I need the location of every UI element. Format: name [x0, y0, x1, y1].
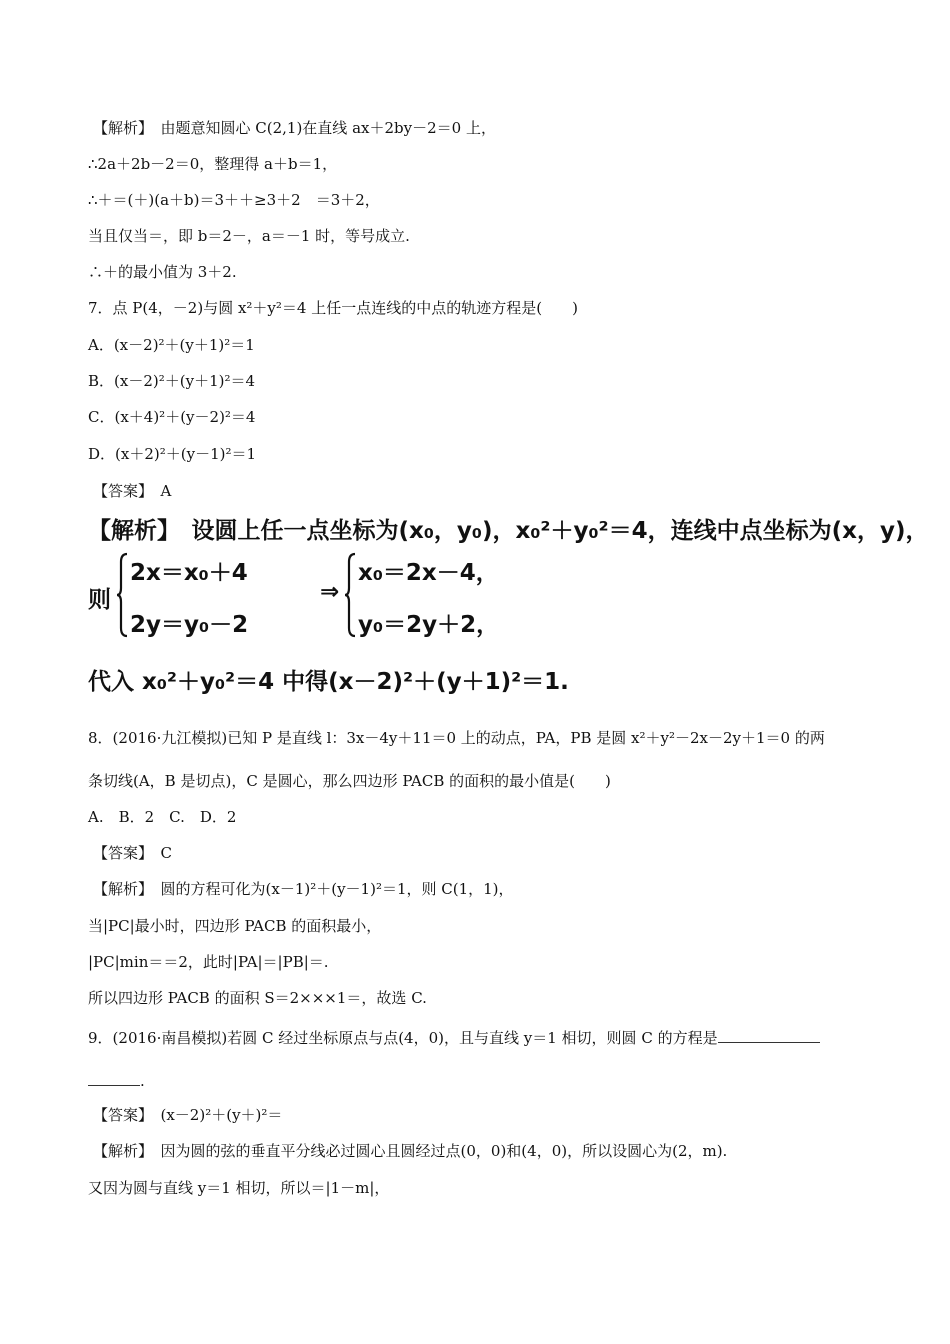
question-9-cont — [88, 1069, 145, 1091]
solution-8-line: 【解析】 圆的方程可化为(x－1)²＋(y－1)²＝1，则 C(1，1)， — [93, 880, 514, 898]
solution-8-line: 所以四边形 PACB 的面积 S＝2×××1＝，故选 C. — [88, 989, 427, 1007]
equation-2: 2y＝y₀－2 — [130, 612, 249, 638]
equation-system — [88, 548, 500, 644]
image-solution-line-1: 【解析】 设圆上任一点坐标为(x₀，y₀)，x₀²＋y₀²＝4，连线中点坐标为(x，y)， — [88, 518, 929, 544]
question-7: 7．点 P(4，－2)与圆 x²＋y²＝4 上任一点连线的中点的轨迹方程是( ) — [88, 299, 578, 317]
question-8: 8．(2016·九江模拟)已知 P 是直线 l：3x－4y＋11＝0 上的动点，PA，PB 是圆 x²＋y²－2x－2y＋1＝0 的两 — [88, 729, 825, 747]
left-brace-icon — [344, 552, 356, 638]
solution-9-line: 【解析】 因为圆的弦的垂直平分线必过圆心且圆经过点(0，0)和(4，0)，所以设圆心为(2，m). — [93, 1142, 728, 1160]
equation-3: x₀＝2x－4， — [358, 560, 499, 586]
answer-blank — [88, 1069, 140, 1086]
question-9-text: 9．(2016·南昌模拟)若圆 C 经过坐标原点与点(4，0)，且与直线 y＝1 相切，则圆 C 的方程是 — [88, 1029, 718, 1047]
implies-arrow: ⇒ — [320, 579, 340, 605]
left-brace-icon — [116, 552, 128, 638]
solution-8-line: 当|PC|最小时，四边形 PACB 的面积最小， — [88, 917, 382, 935]
solution-9-line: 又因为圆与直线 y＝1 相切，所以＝|1－m|， — [88, 1179, 390, 1197]
option-d: D．(x＋2)²＋(y－1)²＝1 — [88, 445, 257, 463]
image-solution-line-3: 代入 x₀²＋y₀²＝4 中得(x－2)²＋(y＋1)²＝1. — [88, 669, 569, 695]
option-b: B．(x－2)²＋(y＋1)²＝4 — [88, 372, 256, 390]
answer-8: 【答案】 C — [93, 844, 172, 862]
solution-text-line: ∴＋＝(＋)(a＋b)＝3＋＋≥3＋2 ＝3＋2， — [88, 191, 380, 209]
solution-text-line: 当且仅当＝，即 b＝2－，a＝－1 时，等号成立. — [88, 227, 410, 245]
answer-blank — [718, 1026, 820, 1043]
answer-7: 【答案】 A — [93, 482, 172, 500]
equation-4: y₀＝2y＋2， — [358, 612, 500, 638]
solution-8-line: |PC|min＝＝2，此时|PA|＝|PB|＝. — [88, 953, 329, 971]
option-c: C．(x＋4)²＋(y－2)²＝4 — [88, 408, 256, 426]
ze-label: 则 — [88, 587, 111, 613]
solution-text-line: ∴＋的最小值为 3＋2. — [88, 263, 237, 281]
equation-1: 2x＝x₀＋4 — [130, 560, 248, 586]
question-8-options: A. B．2 C. D．2 — [88, 808, 237, 826]
option-a: A．(x－2)²＋(y＋1)²＝1 — [88, 336, 255, 354]
solution-text-line: 【解析】 由题意知圆心 C(2,1)在直线 ax＋2by－2＝0 上， — [93, 119, 496, 137]
solution-text-line: ∴2a＋2b－2＝0，整理得 a＋b＝1， — [88, 155, 338, 173]
question-8-cont: 条切线(A，B 是切点)，C 是圆心，那么四边形 PACB 的面积的最小值是( ) — [88, 772, 611, 790]
question-9-end: . — [140, 1072, 145, 1090]
answer-9: 【答案】 (x－2)²＋(y＋)²＝ — [93, 1106, 283, 1124]
question-9 — [88, 1026, 820, 1048]
